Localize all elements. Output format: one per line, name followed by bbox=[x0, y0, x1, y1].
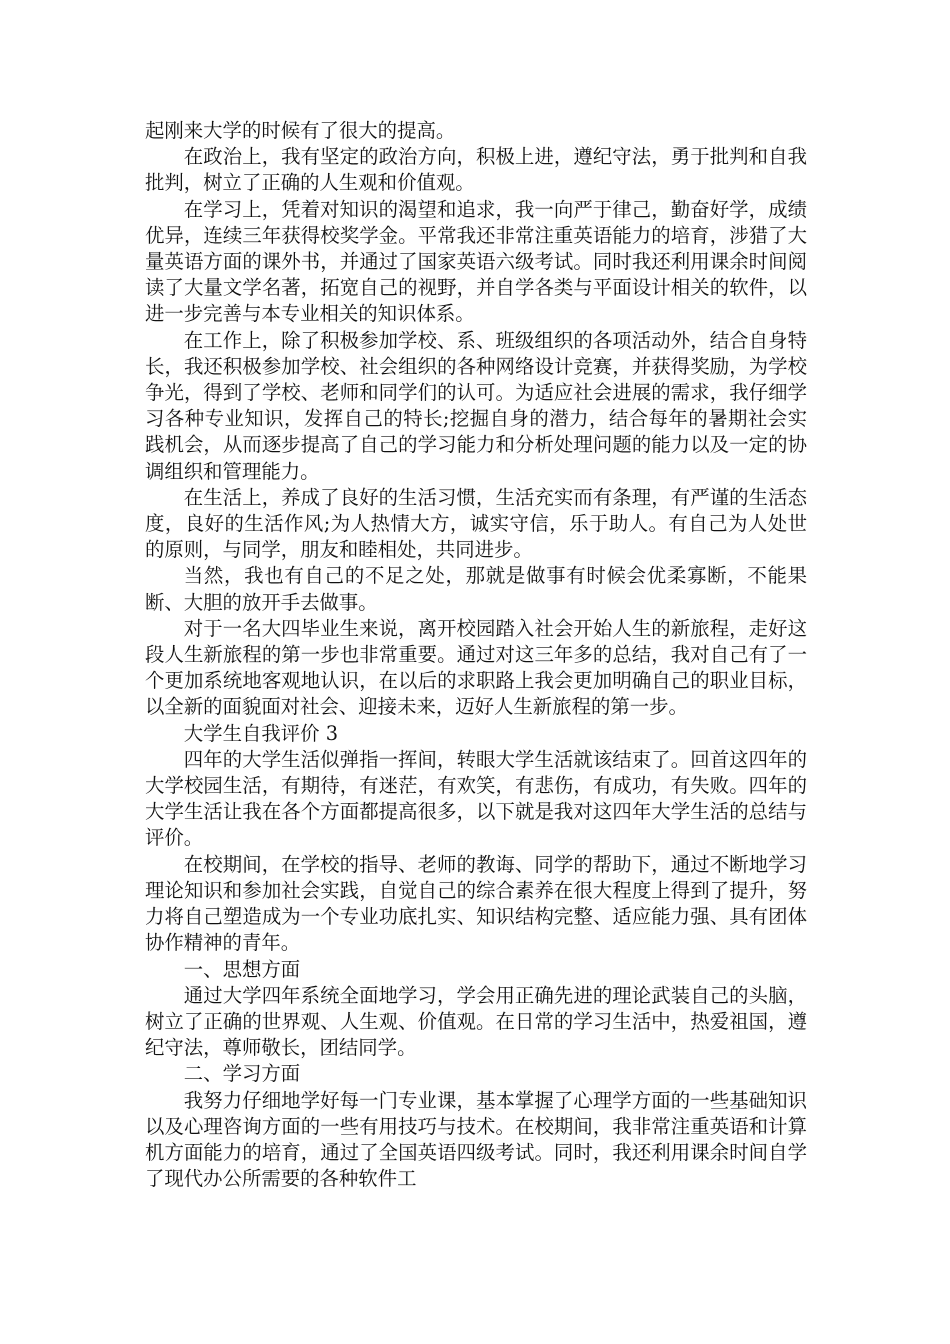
paragraph-learning: 我努力仔细地学好每一门专业课，基本掌握了心理学方面的一些基础知识以及心理咨询方面的一些有用技巧与技术。在校期间，我非常注重英语和计算机方面能力的培育，通过了全国英语四级考试。同时，我还利用课余时间自学了现代办公所需要的各种软件工 bbox=[145, 1088, 807, 1191]
paragraph-study: 在学习上，凭着对知识的渴望和追求，我一向严于律己，勤奋好学，成绩优异，连续三年获得校奖学金。平常我还非常注重英语能力的培育，涉猎了大量英语方面的课外书，并通过了国家英语六级考试。同时我还利用课余时间阅读了大量文学名著，拓宽自己的视野，并自学各类与平面设计相关的软件，以进一步完善与本专业相关的知识体系。 bbox=[145, 197, 807, 326]
document-body bbox=[145, 118, 807, 1192]
section-heading-learning: 二、学习方面 bbox=[183, 1062, 301, 1086]
paragraph-ideology: 通过大学四年系统全面地学习，学会用正确先进的理论武装自己的头脑，树立了正确的世界观、人生观、价值观。在日常的学习生活中，热爱祖国，遵纪守法，尊师敬长，团结同学。 bbox=[145, 983, 807, 1060]
paragraph-shortcomings: 当然，我也有自己的不足之处，那就是做事有时候会优柔寡断，不能果断、大胆的放开手去做事。 bbox=[145, 564, 807, 614]
paragraph-graduation: 对于一名大四毕业生来说，离开校园踏入社会开始人生的新旅程，走好这段人生新旅程的第一步也非常重要。通过对这三年多的总结，我对自己有了一个更加系统地客观地认识，在以后的求职路上我会更加明确自己的职业目标，以全新的面貌面对社会、迎接未来，迈好人生新旅程的第一步。 bbox=[145, 616, 807, 719]
section-heading-evaluation-3: 大学生自我评价 3 bbox=[183, 721, 339, 745]
section-heading-ideology: 一、思想方面 bbox=[183, 957, 301, 981]
paragraph-life: 在生活上，养成了良好的生活习惯，生活充实而有条理，有严谨的生活态度，良好的生活作风;为人热情大方，诚实守信，乐于助人。有自己为人处世的原则，与同学，朋友和睦相处，共同进步。 bbox=[145, 485, 807, 562]
paragraph-at-school: 在校期间，在学校的指导、老师的教诲、同学的帮助下，通过不断地学习理论知识和参加社会实践，自觉自己的综合素养在很大程度上得到了提升，努力将自己塑造成为一个专业功底扎实、知识结构完整、适应能力强、具有团体协作精神的青年。 bbox=[145, 852, 807, 955]
paragraph-four-years: 四年的大学生活似弹指一挥间，转眼大学生活就该结束了。回首这四年的大学校园生活，有期待，有迷茫，有欢笑，有悲伤，有成功，有失败。四年的大学生活让我在各个方面都提高很多，以下就是我对这四年大学生活的总结与评价。 bbox=[145, 747, 807, 850]
paragraph-politics: 在政治上，我有坚定的政治方向，积极上进，遵纪守法，勇于批判和自我批判，树立了正确的人生观和价值观。 bbox=[145, 145, 807, 195]
paragraph-work: 在工作上，除了积极参加学校、系、班级组织的各项活动外，结合自身特长，我还积极参加学校、社会组织的各种网络设计竞赛，并获得奖励，为学校争光，得到了学校、老师和同学们的认可。为适应社会进展的需求，我仔细学习各种专业知识，发挥自己的特长;挖掘自身的潜力，结合每年的暑期社会实践机会，从而逐步提高了自己的学习能力和分析处理问题的能力以及一定的协调组织和管理能力。 bbox=[145, 328, 807, 483]
paragraph-continuation: 起刚来大学的时候有了很大的提高。 bbox=[145, 119, 456, 142]
